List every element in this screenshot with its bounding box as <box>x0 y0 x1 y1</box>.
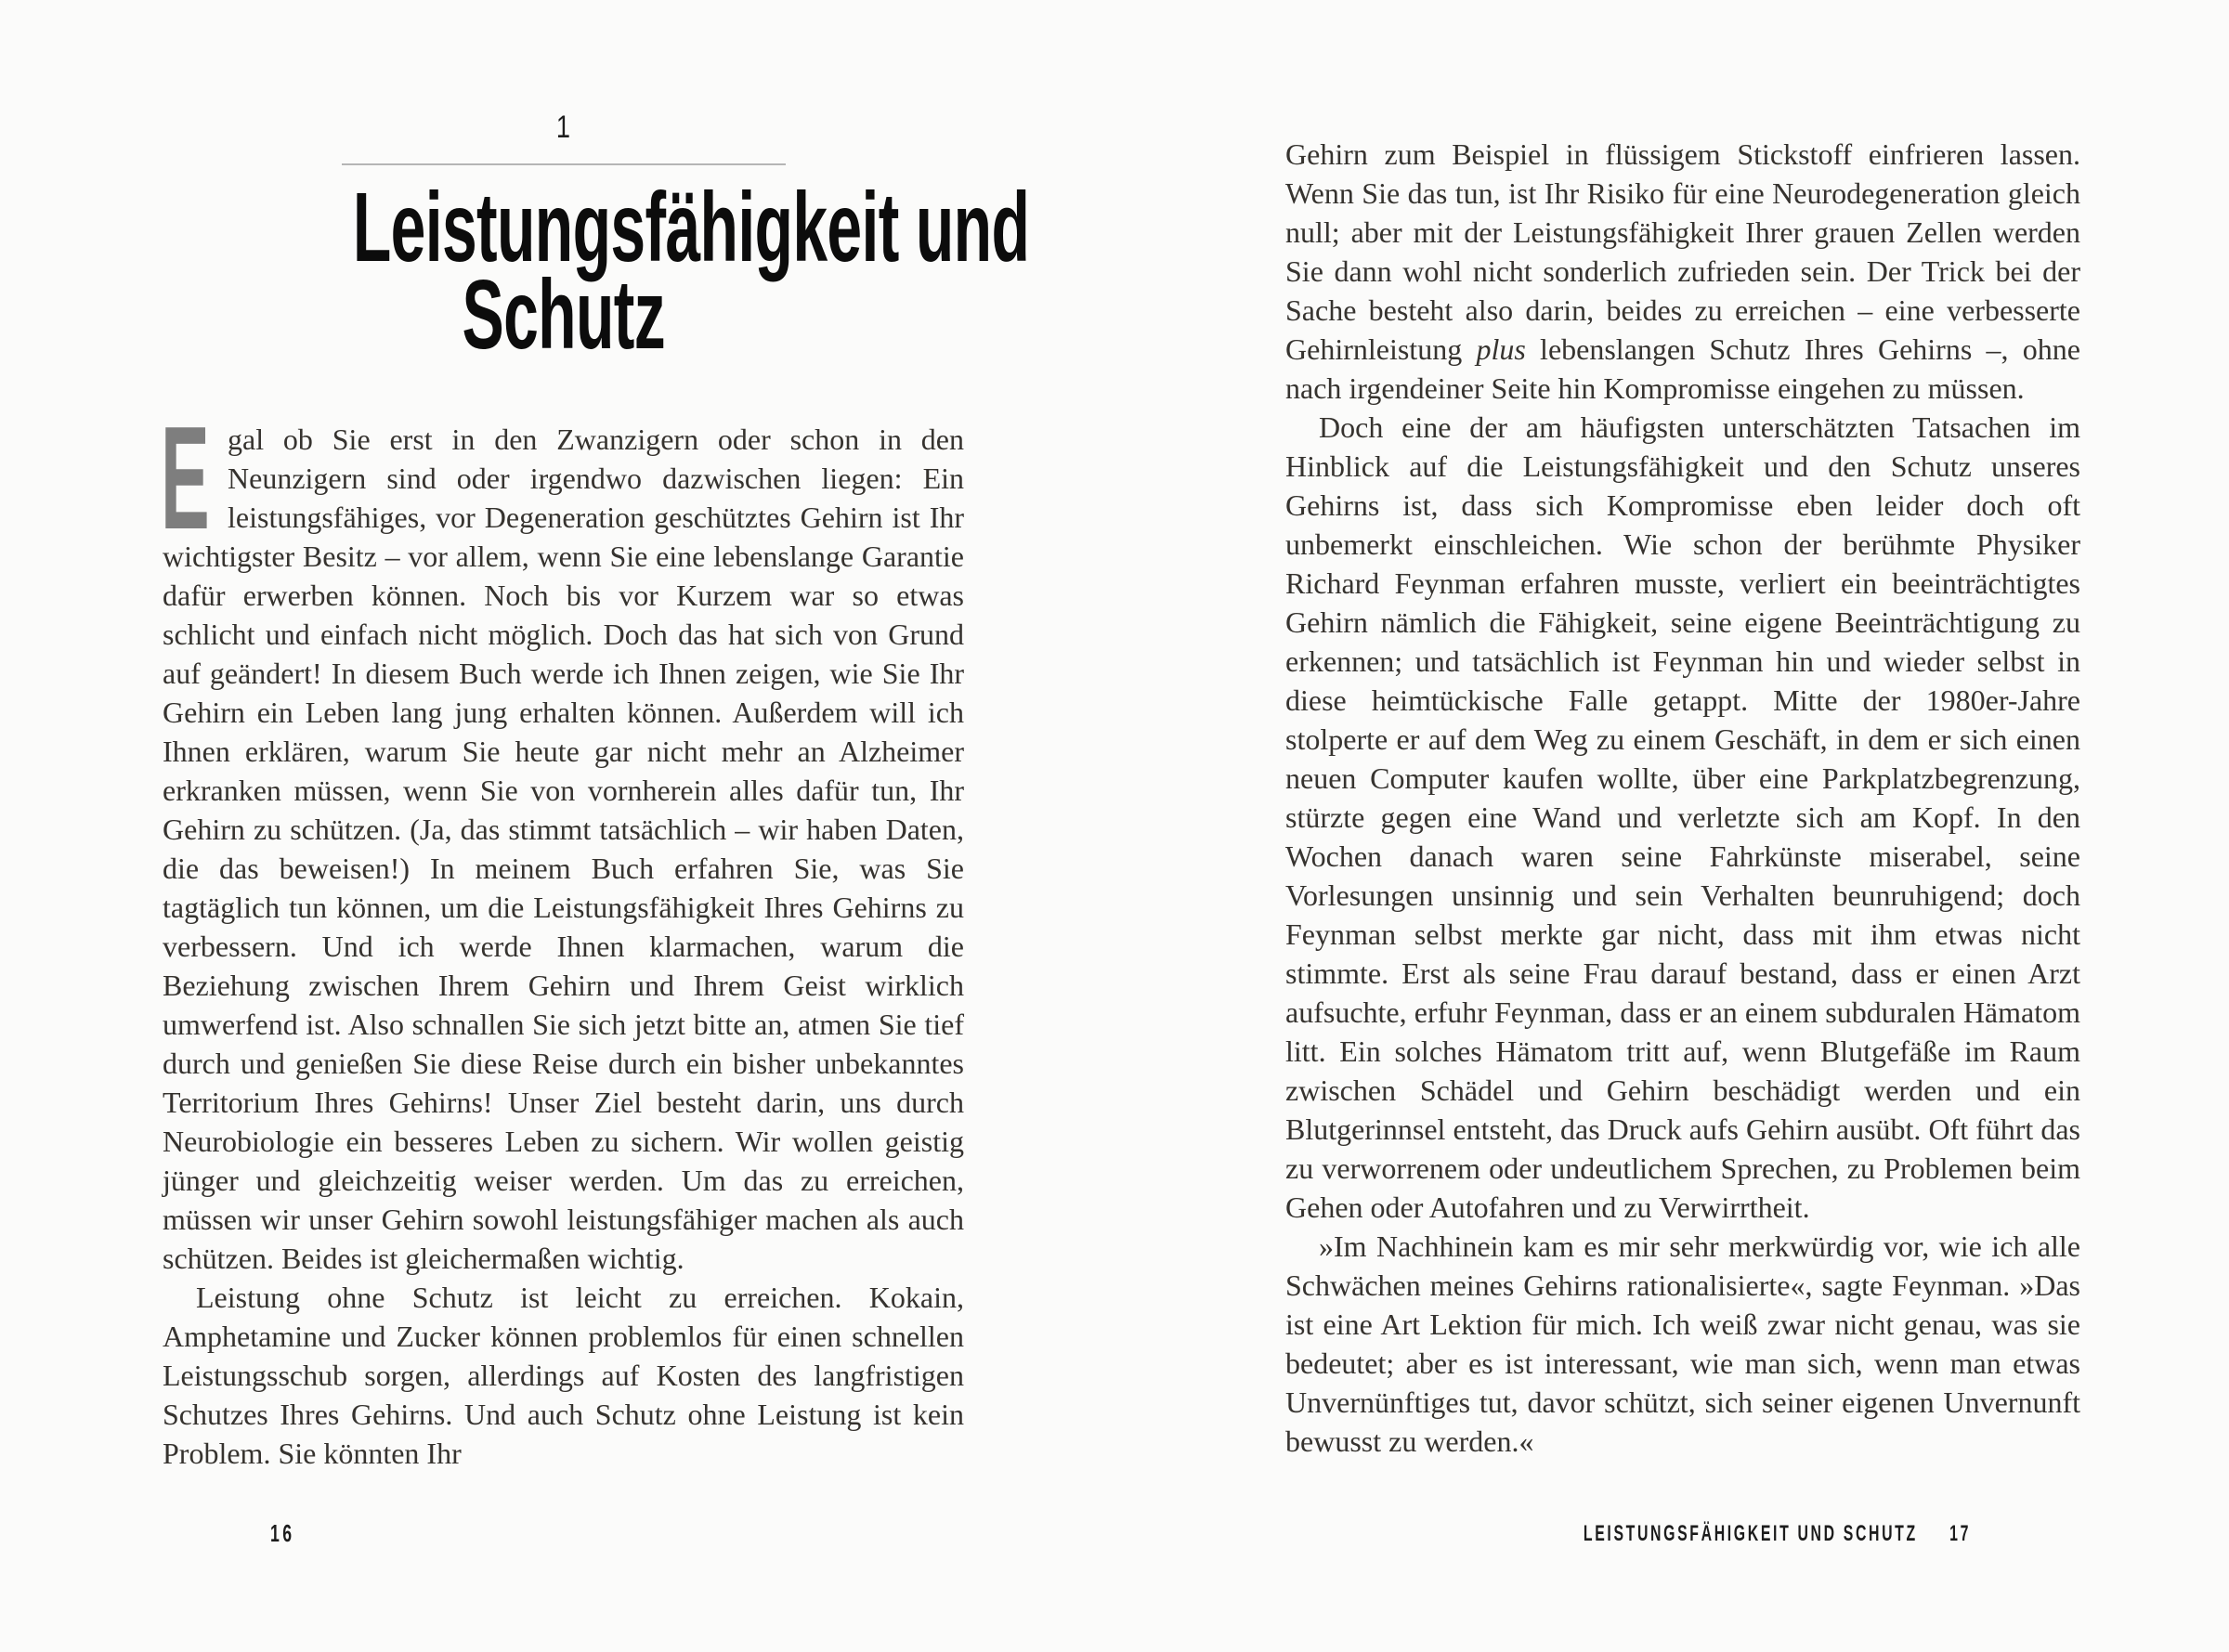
chapter-title-line-1-text: Leistungsfähigkeit und <box>352 173 1030 282</box>
page-number-right: 17 <box>1949 1521 1971 1546</box>
drop-cap-spacer <box>161 397 228 560</box>
paragraph-opening-text: gal ob Sie erst in den Zwanzigern oder schon in den Neunzigern sind oder irgendwo dazwischen liegen: Ein leistungsfähiges, vor Degeneration geschütztes Gehirn ist Ihr wichtigster Besitz – vor allem, wenn Sie eine lebenslange Garantie dafür erwerben können. Noch bis vor Kurzem war so etwas schlicht und einfach nicht möglich. Doch das hat sich von Grund auf geändert! In diesem Buch werde ich Ihnen zeigen, wie Sie Ihr Gehirn ein Leben lang jung erhalten können. Außerdem will ich Ihnen erklären, warum Sie heute gar nicht mehr an Alzheimer erkranken müssen, wenn Sie von vornherein alles dafür tun, Ihr Gehirn zu schützen. (Ja, das stimmt tatsächlich – wir haben Daten, die das beweisen!) In meinem Buch erfahren Sie, was Sie tagtäglich tun können, um die Leistungsfähigkeit Ihres Gehirns zu verbessern. Und ich werde Ihnen klarmachen, warum die Beziehung zwischen Ihrem Gehirn und Ihrem Geist wirklich umwerfend ist. Also schnallen Sie sich jetzt bitte an, atmen Sie tief durch und genießen Sie diese Reise durch ein bisher unbekanntes Territorium Ihres Gehirns! Unser Ziel besteht darin, uns durch Neurobiologie ein besseres Leben zu sichern. Wir wollen geistig jünger und gleichzeitig weiser werden. Um das zu erreichen, müssen wir unser Gehirn sowohl leistungsfähiger machen als auch schützen. Beides ist gleichermaßen wichtig. <box>163 423 964 1275</box>
paragraph-continued-text-before: Gehirn zum Beispiel in flüssigem Stickstoff einfrieren lassen. Wenn Sie das tun, ist Ihr Risiko für eine Neurodegeneration gleich null; aber mit der Leistungsfähigkeit Ihrer grauen Zellen werden Sie dann wohl nicht sonderlich zufrieden sein. Der Trick bei der Sache besteht also darin, beides zu erreichen – eine verbesserte Gehirnleistung <box>1285 137 2080 366</box>
paragraph-continued <box>1285 135 2080 408</box>
chapter-number <box>163 110 964 146</box>
running-head <box>1584 1521 1971 1547</box>
chapter-number-text: 1 <box>555 110 571 145</box>
drop-cap: E <box>161 397 210 560</box>
right-page <box>1285 0 2080 1652</box>
chapter-title <box>163 173 1030 370</box>
page-number-left: 16 <box>270 1519 295 1547</box>
chapter-title-line-2-text: Schutz <box>462 260 665 370</box>
paragraph-opening <box>161 397 964 1278</box>
paragraph: Doch eine der am häufigsten unterschätzten Tatsachen im Hinblick auf die Leistungsfähigkeit und den Schutz unseres Gehirns ist, dass sich Kompromisse eben leider doch oft unbemerkt einschleichen. Wie schon der berühmte Physiker Richard Feynman erfahren musste, verliert ein beeinträchtigtes Gehirn nämlich die Fähigkeit, seine eigene Beeinträchtigung zu erkennen; und tatsächlich ist Feynman hin und wieder selbst in diese heimtückische Falle getappt. Mitte der 1980er-Jahre stolperte er auf dem Weg zu einem Geschäft, in dem er sich einen neuen Computer kaufen wollte, über eine Parkplatzbegrenzung, stürzte gegen eine Wand und verletzte sich am Kopf. In den Wochen danach waren seine Fahrkünste miserabel, seine Vorlesungen unsinnig und sein Verhalten beunruhigend; doch Feynman selbst merkte gar nicht, dass mit ihm etwas nicht stimmte. Erst als seine Frau darauf bestand, dass er einen Arzt aufsuchte, erfuhr Feynman, dass er an einem subduralen Hämatom litt. Ein solches Hämatom tritt auf, wenn Blutgefäße im Raum zwischen Schädel und Gehirn beschädigt werden und ein Blutgerinnsel entsteht, das Druck aufs Gehirn ausübt. Oft führt das zu verworrenem oder undeutlichem Sprechen, zu Problemen beim Gehen oder Autofahren und zu Verwirrtheit. <box>1285 410 2080 1224</box>
chapter-title-line-1 <box>163 173 1030 282</box>
running-head-title: LEISTUNGSFÄHIGKEIT UND SCHUTZ <box>1583 1521 1918 1546</box>
left-page-body <box>161 397 964 1473</box>
right-page-body <box>1285 135 2080 1461</box>
chapter-title-line-2 <box>163 260 964 370</box>
paragraph-quote: »Im Nachhinein kam es mir sehr merkwürdig vor, wie ich alle Schwächen meines Gehirns rationalisierte«, sagte Feynman. »Das ist eine Art Lektion für mich. Ich weiß zwar nicht genau, was sie bedeutet; aber es ist interessant, wie man sich, wenn man etwas Unvernünftiges tut, davor schützt, sich seiner eigenen Unvernunft bewusst zu werden.« <box>1285 1229 2080 1458</box>
left-page <box>161 0 1030 1652</box>
paragraph: Leistung ohne Schutz ist leicht zu erreichen. Kokain, Amphetamine und Zucker können problemlos für einen schnellen Leistungsschub sorgen, allerdings auf Kosten des langfristigen Schutzes Ihres Gehirns. Und auch Schutz ohne Leistung ist kein Problem. Sie könnten Ihr <box>163 1281 964 1470</box>
chapter-rule <box>342 163 786 165</box>
italic-word: plus <box>1476 332 1526 366</box>
paragraph-continued-text-after: lebenslangen Schutz Ihres Gehirns –, ohne nach irgendeiner Seite hin Kompromisse eingehen zu müssen. <box>1285 332 2081 405</box>
